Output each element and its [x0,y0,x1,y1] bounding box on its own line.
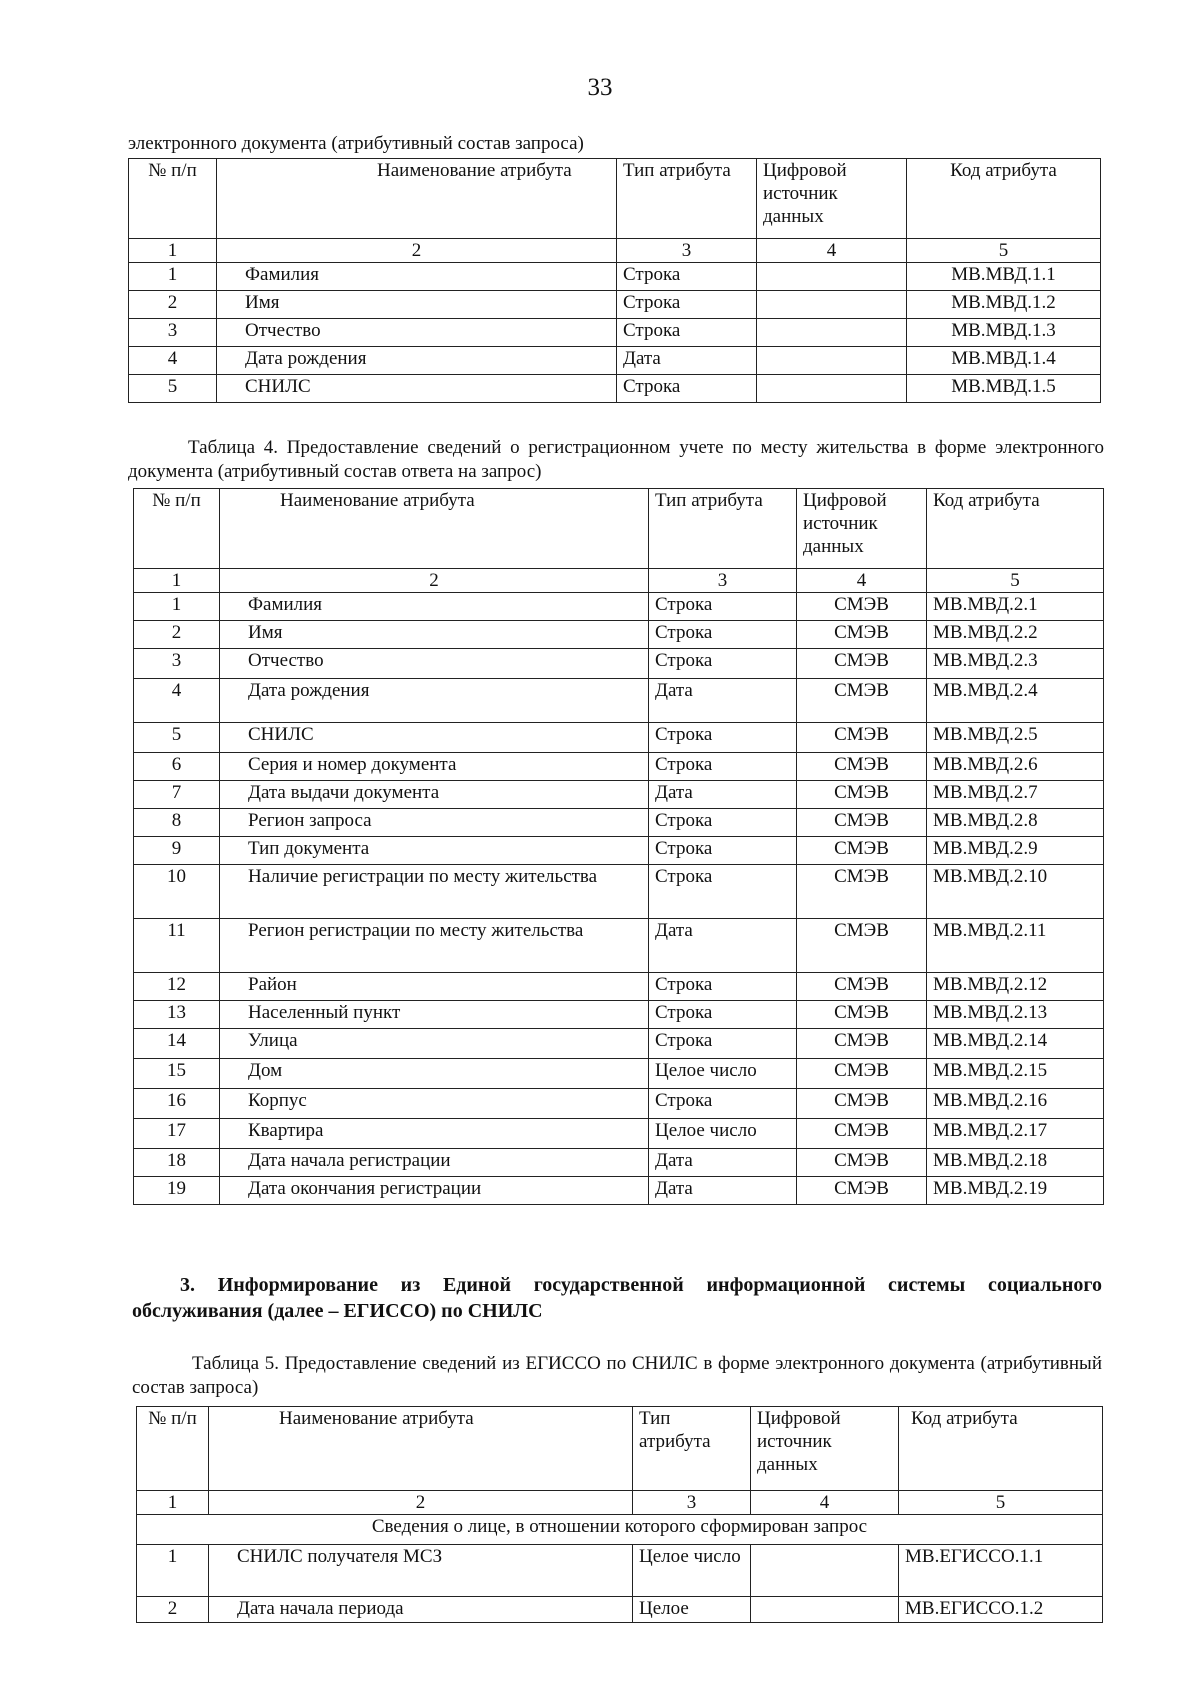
data-source: СМЭВ [797,593,927,621]
attribute-code: МВ.ЕГИССО.1.2 [899,1597,1103,1623]
attribute-name: Дата начала регистрации [220,1149,649,1177]
index-cell: 4 [751,1491,899,1515]
table-row [134,1089,1104,1119]
attribute-code: МВ.МВД.2.2 [927,621,1104,649]
data-source: СМЭВ [797,621,927,649]
attribute-code: МВ.МВД.2.12 [927,973,1104,1001]
attribute-code: МВ.МВД.2.6 [927,753,1104,781]
data-source [751,1545,899,1597]
col-header-name: Наименование атрибута [209,1407,633,1491]
table-row [134,919,1104,973]
col-header-type: Тип атрибута [649,489,797,569]
attribute-code: МВ.МВД.1.5 [907,375,1101,403]
table-row [134,973,1104,1001]
row-number: 2 [134,621,220,649]
attribute-code: МВ.МВД.2.16 [927,1089,1104,1119]
attribute-code: МВ.МВД.2.18 [927,1149,1104,1177]
col-header-number: № п/п [137,1407,209,1491]
table5 [136,1406,1103,1623]
row-number: 3 [129,319,217,347]
attribute-name: Регион регистрации по месту жительства [220,919,649,973]
attribute-name: Отчество [217,319,617,347]
table-row [137,1545,1103,1597]
attribute-name: Имя [217,291,617,319]
attribute-name: Тип документа [220,837,649,865]
table-row [134,621,1104,649]
row-number: 6 [134,753,220,781]
table3-caption: электронного документа (атрибутивный состав запроса) [128,133,584,154]
attribute-type: Строка [649,809,797,837]
table5-caption: Таблица 5. Предоставление сведений из ЕГИССО по СНИЛС в форме электронного документа (атрибутивный состав запроса) [132,1353,1102,1398]
data-source: СМЭВ [797,1059,927,1089]
col-header-code: Код атрибута [907,159,1101,239]
attribute-type: Строка [649,973,797,1001]
attribute-type: Строка [649,753,797,781]
table4 [133,488,1104,1205]
row-number: 8 [134,809,220,837]
index-cell: 3 [633,1491,751,1515]
table-row [134,1029,1104,1059]
row-number: 5 [134,723,220,753]
row-number: 7 [134,781,220,809]
data-source: СМЭВ [797,679,927,723]
attribute-type: Строка [649,723,797,753]
data-source: СМЭВ [797,723,927,753]
table-row [134,723,1104,753]
page-number: 33 [587,74,613,101]
table-row [134,837,1104,865]
col-header-type: Тип атрибута [633,1407,751,1491]
row-number: 1 [137,1545,209,1597]
table-header-row [137,1407,1103,1491]
data-source [757,375,907,403]
attribute-name: Дом [220,1059,649,1089]
row-number: 1 [134,593,220,621]
group-label: Сведения о лице, в отношении которого сформирован запрос [137,1515,1103,1545]
table-row [129,263,1101,291]
attribute-type: Строка [649,1001,797,1029]
attribute-name: Фамилия [217,263,617,291]
table-group-row [137,1515,1103,1545]
attribute-name: Дата рождения [217,347,617,375]
attribute-name: СНИЛС [217,375,617,403]
data-source: СМЭВ [797,1001,927,1029]
row-number: 2 [129,291,217,319]
attribute-type: Строка [649,1089,797,1119]
table-index-row [129,239,1101,263]
attribute-code: МВ.МВД.2.5 [927,723,1104,753]
attribute-code: МВ.МВД.2.13 [927,1001,1104,1029]
index-cell: 5 [927,569,1104,593]
row-number: 9 [134,837,220,865]
table-row [137,1597,1103,1623]
table-row [134,753,1104,781]
table-row [134,1001,1104,1029]
row-number: 15 [134,1059,220,1089]
row-number: 2 [137,1597,209,1623]
attribute-code: МВ.МВД.1.3 [907,319,1101,347]
row-number: 4 [134,679,220,723]
table-row [134,1119,1104,1149]
attribute-name: Регион запроса [220,809,649,837]
col-header-number: № п/п [134,489,220,569]
attribute-type: Строка [649,593,797,621]
attribute-type: Строка [617,319,757,347]
index-cell: 4 [757,239,907,263]
table-header-row [134,489,1104,569]
attribute-code: МВ.МВД.2.1 [927,593,1104,621]
data-source [757,263,907,291]
data-source: СМЭВ [797,649,927,679]
table-row [134,593,1104,621]
attribute-code: МВ.МВД.2.4 [927,679,1104,723]
col-header-name: Наименование атрибута [217,159,617,239]
attribute-name: Дата рождения [220,679,649,723]
table-row [134,809,1104,837]
data-source [757,347,907,375]
section-heading: 3. Информирование из Единой государственной информационной системы социального обслуживания (далее – ЕГИССО) по СНИЛС [132,1274,1102,1322]
attribute-type: Дата [649,1149,797,1177]
attribute-code: МВ.МВД.2.7 [927,781,1104,809]
attribute-name: Населенный пункт [220,1001,649,1029]
attribute-type: Строка [649,649,797,679]
row-number: 1 [129,263,217,291]
data-source: СМЭВ [797,837,927,865]
attribute-type: Строка [649,837,797,865]
attribute-code: МВ.МВД.2.9 [927,837,1104,865]
attribute-name: Улица [220,1029,649,1059]
index-cell: 5 [907,239,1101,263]
table-row [129,347,1101,375]
index-cell: 2 [217,239,617,263]
data-source: СМЭВ [797,973,927,1001]
row-number: 3 [134,649,220,679]
col-header-number: № п/п [129,159,217,239]
attribute-name: Район [220,973,649,1001]
index-cell: 3 [617,239,757,263]
data-source: СМЭВ [797,1089,927,1119]
attribute-type: Дата [649,781,797,809]
attribute-code: МВ.МВД.2.19 [927,1177,1104,1205]
table-row [129,319,1101,347]
table-index-row [134,569,1104,593]
table-row [134,1149,1104,1177]
table3 [128,158,1101,403]
data-source: СМЭВ [797,1177,927,1205]
col-header-source: Цифровой источник данных [757,159,907,239]
col-header-source: Цифровой источник данных [797,489,927,569]
attribute-code: МВ.МВД.2.8 [927,809,1104,837]
row-number: 17 [134,1119,220,1149]
col-header-code: Код атрибута [927,489,1104,569]
table-row [134,679,1104,723]
attribute-name: Наличие регистрации по месту жительства [220,865,649,919]
attribute-code: МВ.МВД.1.2 [907,291,1101,319]
attribute-type: Целое [633,1597,751,1623]
col-header-source: Цифровой источник данных [751,1407,899,1491]
attribute-type: Целое число [649,1119,797,1149]
data-source: СМЭВ [797,1029,927,1059]
table-row [134,649,1104,679]
attribute-name: Квартира [220,1119,649,1149]
attribute-type: Дата [649,679,797,723]
data-source: СМЭВ [797,865,927,919]
attribute-name: СНИЛС получателя МСЗ [209,1545,633,1597]
col-header-code: Код атрибута [899,1407,1103,1491]
attribute-type: Дата [649,1177,797,1205]
row-number: 4 [129,347,217,375]
attribute-code: МВ.МВД.1.4 [907,347,1101,375]
attribute-name: Дата начала периода [209,1597,633,1623]
attribute-code: МВ.МВД.2.15 [927,1059,1104,1089]
row-number: 10 [134,865,220,919]
attribute-type: Строка [617,375,757,403]
attribute-type: Целое число [649,1059,797,1089]
attribute-type: Строка [649,1029,797,1059]
index-cell: 2 [220,569,649,593]
row-number: 13 [134,1001,220,1029]
data-source: СМЭВ [797,919,927,973]
row-number: 5 [129,375,217,403]
attribute-name: СНИЛС [220,723,649,753]
index-cell: 4 [797,569,927,593]
attribute-type: Дата [649,919,797,973]
row-number: 18 [134,1149,220,1177]
attribute-code: МВ.МВД.2.11 [927,919,1104,973]
row-number: 12 [134,973,220,1001]
index-cell: 1 [134,569,220,593]
table-index-row [137,1491,1103,1515]
attribute-type: Строка [617,291,757,319]
row-number: 14 [134,1029,220,1059]
attribute-code: МВ.МВД.2.10 [927,865,1104,919]
attribute-type: Дата [617,347,757,375]
index-cell: 3 [649,569,797,593]
table-row [129,291,1101,319]
attribute-type: Строка [617,263,757,291]
row-number: 19 [134,1177,220,1205]
row-number: 11 [134,919,220,973]
col-header-type: Тип атрибута [617,159,757,239]
data-source: СМЭВ [797,1119,927,1149]
attribute-name: Дата окончания регистрации [220,1177,649,1205]
attribute-name: Фамилия [220,593,649,621]
attribute-type: Строка [649,621,797,649]
attribute-name: Отчество [220,649,649,679]
data-source: СМЭВ [797,1149,927,1177]
data-source [751,1597,899,1623]
attribute-code: МВ.МВД.2.17 [927,1119,1104,1149]
table-row [134,865,1104,919]
attribute-type: Целое число [633,1545,751,1597]
attribute-name: Дата выдачи документа [220,781,649,809]
data-source [757,291,907,319]
table-row [134,1177,1104,1205]
table4-caption: Таблица 4. Предоставление сведений о регистрационном учете по месту жительства в форме электронного документа (атрибутивный состав ответа на запрос) [128,437,1104,482]
index-cell: 2 [209,1491,633,1515]
attribute-code: МВ.МВД.2.14 [927,1029,1104,1059]
attribute-name: Корпус [220,1089,649,1119]
index-cell: 5 [899,1491,1103,1515]
table-row [134,781,1104,809]
index-cell: 1 [129,239,217,263]
data-source: СМЭВ [797,781,927,809]
attribute-code: МВ.МВД.1.1 [907,263,1101,291]
table-header-row [129,159,1101,239]
attribute-type: Строка [649,865,797,919]
attribute-name: Имя [220,621,649,649]
index-cell: 1 [137,1491,209,1515]
attribute-name: Серия и номер документа [220,753,649,781]
col-header-name: Наименование атрибута [220,489,649,569]
table-row [129,375,1101,403]
attribute-code: МВ.МВД.2.3 [927,649,1104,679]
data-source: СМЭВ [797,809,927,837]
data-source [757,319,907,347]
row-number: 16 [134,1089,220,1119]
attribute-code: МВ.ЕГИССО.1.1 [899,1545,1103,1597]
table-row [134,1059,1104,1089]
data-source: СМЭВ [797,753,927,781]
